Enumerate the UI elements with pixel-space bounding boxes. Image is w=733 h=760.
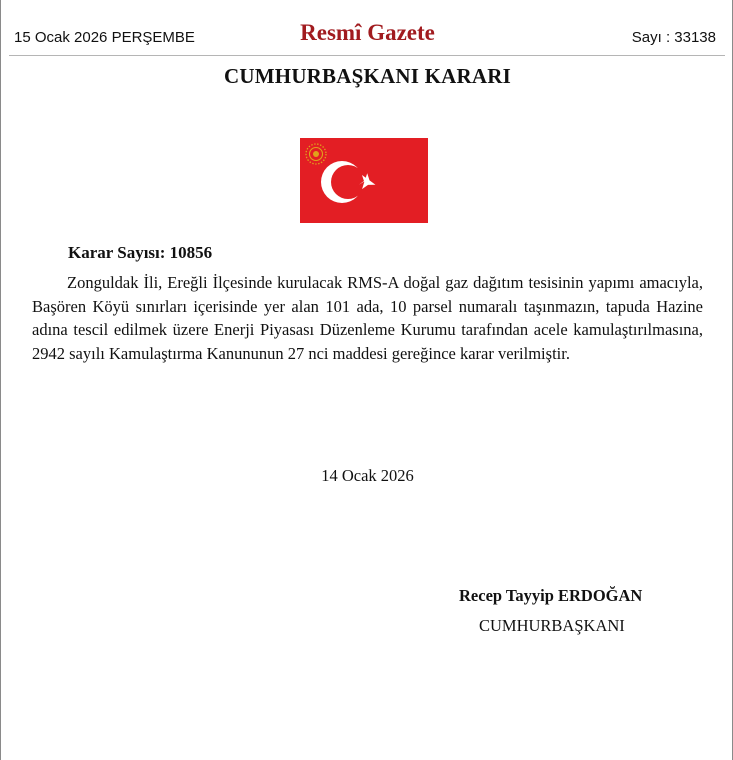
crescent-inner <box>331 165 365 199</box>
issue-number: Sayı : 33138 <box>631 29 716 46</box>
decision-number: Karar Sayısı: 10856 <box>68 243 213 262</box>
masthead-title: Resmî Gazete <box>300 20 435 45</box>
header-divider <box>9 55 725 56</box>
signatory-name: Recep Tayyip ERDOĞAN <box>459 586 643 605</box>
gazette-header <box>1 20 733 54</box>
document-title: CUMHURBAŞKANI KARARI <box>224 64 511 88</box>
signatory-title: CUMHURBAŞKANI <box>479 616 625 635</box>
presidential-flag-icon <box>300 138 428 223</box>
decision-date: 14 Ocak 2026 <box>321 466 414 485</box>
issue-date: 15 Ocak 2026 PERŞEMBE <box>14 29 195 46</box>
decision-body: Zonguldak İli, Ereğli İlçesinde kurulacak RMS-A doğal gaz dağıtım tesisinin yapımı amacıyla, Başören Köyü sınırları içerisinde yer alan 101 ada, 10 parsel numaralı taşınmazın, tapuda Hazine adına tescil edilmek üzere Enerji Piyasası Düzenleme Kurumu tarafından acele kamulaştırılmasına, 2942 sayılı Kamulaştırma Kanununun 27 nci maddesi gereğince karar verilmiştir. <box>32 273 703 363</box>
